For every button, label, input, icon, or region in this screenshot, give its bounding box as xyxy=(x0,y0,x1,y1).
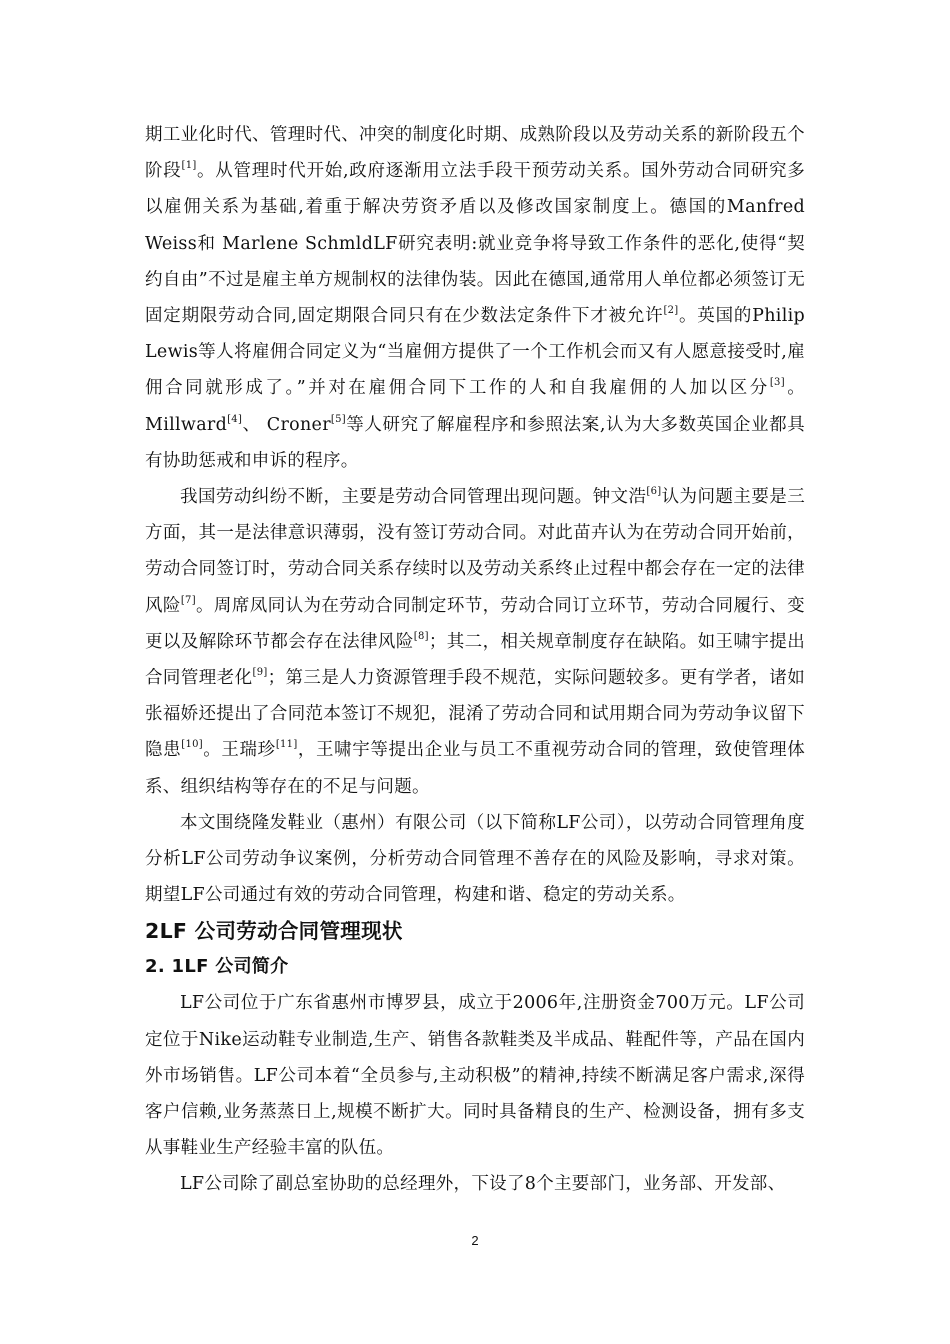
paragraph-foreign-research xyxy=(145,117,805,479)
text-run: 认为问题主要是三方面，其一是法律意识薄弱，没有签订劳动合同。对此苗卉认为在劳动合同开始前，劳动合同签订时，劳动合同关系存续时以及劳动关系终止过程中都会存在一定的法律风险 xyxy=(145,487,805,616)
citation-marker: [1] xyxy=(181,160,197,172)
paragraph-company-intro: LF公司位于广东省惠州市博罗县，成立于2006年,注册资金700万元。LF公司定位于Nike运动鞋专业制造,生产、销售各款鞋类及半成品、鞋配件等，产品在国内外市场销售。LF公司本着“全员参与,主动积极”的精神,持续不断满足客户需求,深得客户信赖,业务蒸蒸日上,规模不断扩大。同时具备精良的生产、检测设备，拥有多支从事鞋业生产经验丰富的队伍。 xyxy=(145,993,805,1159)
text-run: 。周席凤同认为在劳动合同制定环节，劳动合同订立环节，劳动合同履行、变更以及解除环节都会存在法律风险 xyxy=(145,595,805,652)
text-run: ；第三是人力资源管理手段不规范，实际问题较多。更有学者，诸如张福娇还提出了合同范本签订不规犯，混淆了劳动合同和试用期合同为劳动争议留下隐患 xyxy=(145,668,805,761)
citation-marker: [10] xyxy=(181,739,203,751)
text-run: ，王啸宇等提出企业与员工不重视劳动合同的管理，致使管理体系、组织结构等存在的不足与问题。 xyxy=(145,740,805,797)
text-run: 。Millward xyxy=(145,378,805,435)
citation-marker: [8] xyxy=(413,630,429,642)
citation-marker: [5] xyxy=(330,413,346,425)
citation-marker: [4] xyxy=(227,413,243,425)
text-run: 。英国的Philip Lewis等人将雇佣合同定义为“当雇佣方提供了一个工作机会而又有人愿意接受时,雇佣合同就形成了。”并对在雇佣合同下工作的人和自我雇佣的人加以区分 xyxy=(145,306,805,399)
text-run: 。王瑞珍 xyxy=(202,740,276,761)
citation-marker: [7] xyxy=(180,594,196,606)
text-run: 等人研究了解雇程序和参照法案,认为大多数英国企业都具有协助惩戒和申诉的程序。 xyxy=(145,414,805,471)
citation-marker: [9] xyxy=(252,667,268,679)
citation-marker: [11] xyxy=(275,739,298,751)
text-run: 本文围绕隆发鞋业（惠州）有限公司（以下简称LF公司），以劳动合同管理角度分析LF公司劳动争议案例，分析劳动合同管理不善存在的风险及影响，寻求对策。期望LF公司通过有效的劳动合同管理，构建和谐、稳定的劳动关系。 xyxy=(145,812,805,906)
subsection-heading: 2. 1LF 公司简介 xyxy=(145,956,289,978)
citation-marker: [2] xyxy=(663,305,679,317)
citation-marker: [3] xyxy=(769,377,785,389)
section-heading: 2LF 公司劳动合同管理现状 xyxy=(145,919,403,944)
paragraph-domestic-research xyxy=(145,479,805,805)
text-run: 。从管理时代开始,政府逐渐用立法手段干预劳动关系。国外劳动合同研究多以雇佣关系为基础,着重于解决劳资矛盾以及修改国家制度上。德国的Manfred Weiss和 Marlene SchmldLF研究表明:就业竞争将导致工作条件的恶化,使得“契约自由”不过是雇主单方规制权的法律伪装。因此在德国,通常用人单位都必须签订无固定期限劳动合同,固定期限合同只有在少数法定条件下才被允许 xyxy=(145,161,805,327)
text-run: 我国劳动纠纷不断，主要是劳动合同管理出现问题。钟文浩 xyxy=(180,487,647,508)
citation-marker: [6] xyxy=(646,486,662,498)
text-run: ；其二，相关规章制度存在缺陷。如王啸宇提出合同管理老化 xyxy=(145,631,805,689)
text-run: 、 Croner xyxy=(242,414,331,435)
body-text xyxy=(145,117,805,1203)
paragraph-company-departments: LF公司除了副总室协助的总经理外，下设了8个主要部门，业务部、开发部、 xyxy=(180,1174,786,1195)
paragraph-study-purpose xyxy=(145,805,805,914)
text-run: 期工业化时代、管理时代、冲突的制度化时期、成熟阶段以及劳动关系的新阶段五个阶段 xyxy=(145,125,805,182)
page-number: 2 xyxy=(471,1233,479,1248)
